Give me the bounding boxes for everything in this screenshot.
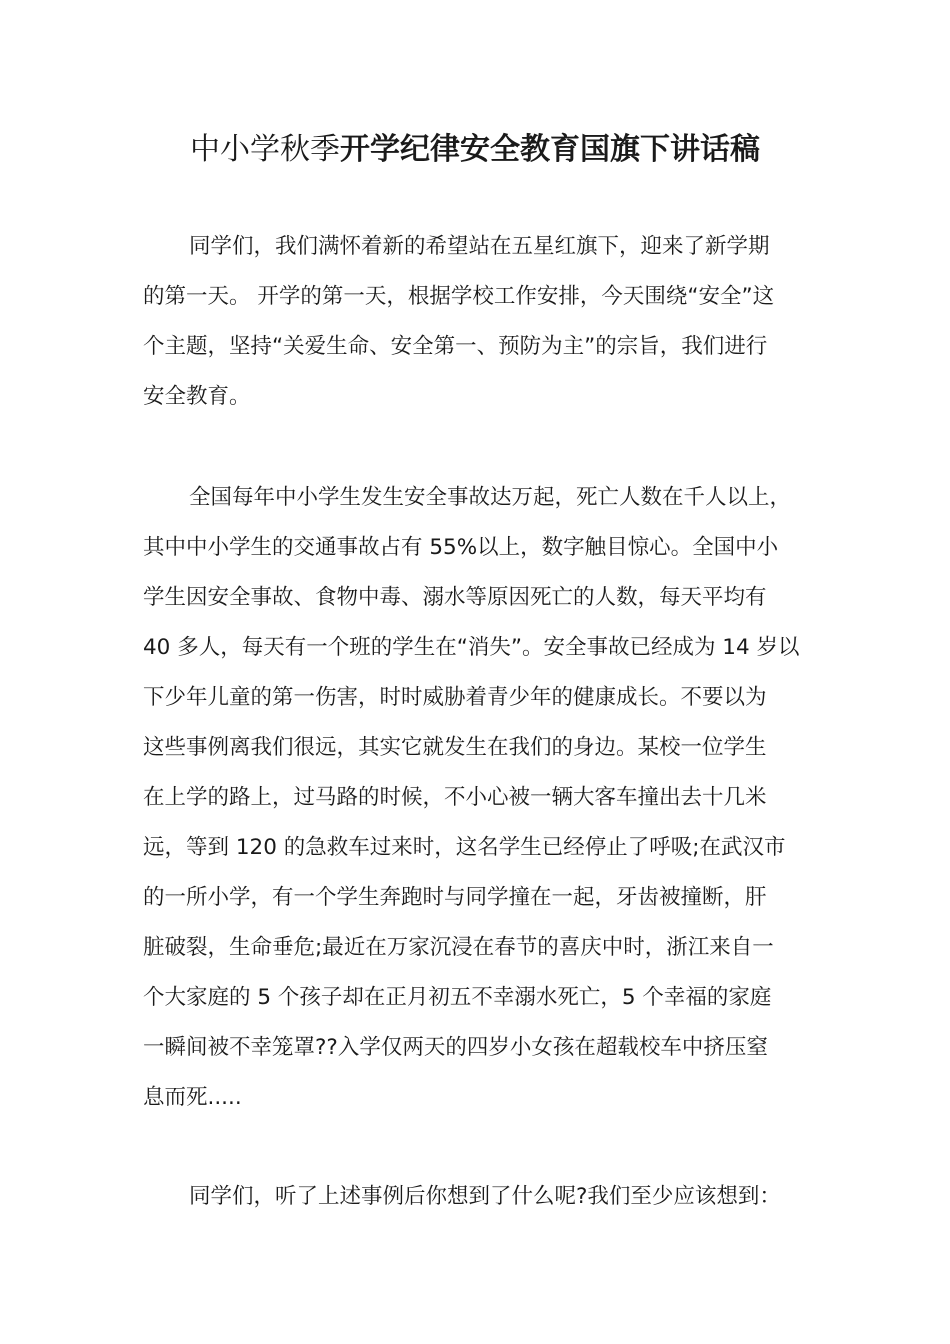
title-light-part: 中小学秋季 bbox=[190, 132, 340, 167]
paragraph-line: 40 多人，每天有一个班的学生在“消失”。安全事故已经成为 14 岁以 bbox=[143, 635, 800, 660]
paragraph-line: 其中中小学生的交通事故占有 55%以上，数字触目惊心。全国中小 bbox=[143, 535, 779, 560]
paragraph-line: 息而死..... bbox=[143, 1085, 242, 1110]
paragraph-line: 下少年儿童的第一伤害，时时威胁着青少年的健康成长。不要以为 bbox=[143, 685, 767, 710]
document-title bbox=[0, 128, 950, 172]
paragraph-line: 远，等到 120 的急救车过来时，这名学生已经停止了呼吸;在武汉市 bbox=[143, 835, 786, 860]
paragraph-line: 个主题，坚持“关爱生命、安全第一、预防为主”的宗旨，我们进行 bbox=[143, 334, 768, 359]
paragraph-line: 的第一天。 开学的第一天，根据学校工作安排，今天围绕“安全”这 bbox=[143, 284, 775, 309]
paragraph-line: 脏破裂，生命垂危;最近在万家沉浸在春节的喜庆中时，浙江来自一 bbox=[143, 935, 774, 960]
paragraph-line: 的一所小学，有一个学生奔跑时与同学撞在一起，牙齿被撞断，肝 bbox=[143, 885, 767, 910]
paragraph-line: 个大家庭的 5 个孩子却在正月初五不幸溺水死亡，5 个幸福的家庭 bbox=[143, 985, 772, 1010]
paragraph-line: 在上学的路上，过马路的时候，不小心被一辆大客车撞出去十几米 bbox=[143, 785, 767, 810]
paragraph-line: 这些事例离我们很远，其实它就发生在我们的身边。某校一位学生 bbox=[143, 735, 767, 760]
paragraph-line: 全国每年中小学生发生安全事故达万起，死亡人数在千人以上， bbox=[189, 485, 792, 510]
paragraph-line: 同学们，听了上述事例后你想到了什么呢?我们至少应该想到： bbox=[189, 1184, 781, 1209]
paragraph-2 bbox=[143, 473, 807, 1123]
paragraph-line: 一瞬间被不幸笼罩??入学仅两天的四岁小女孩在超载校车中挤压窒 bbox=[143, 1035, 768, 1060]
paragraph-1 bbox=[143, 222, 807, 422]
paragraph-line: 同学们，我们满怀着新的希望站在五星红旗下，迎来了新学期 bbox=[189, 234, 770, 259]
paragraph-line: 学生因安全事故、食物中毒、溺水等原因死亡的人数，每天平均有 bbox=[143, 585, 767, 610]
paragraph-line: 安全教育。 bbox=[143, 384, 251, 409]
paragraph-3 bbox=[143, 1172, 807, 1222]
title-bold-part: 开学纪律安全教育国旗下讲话稿 bbox=[340, 132, 760, 167]
